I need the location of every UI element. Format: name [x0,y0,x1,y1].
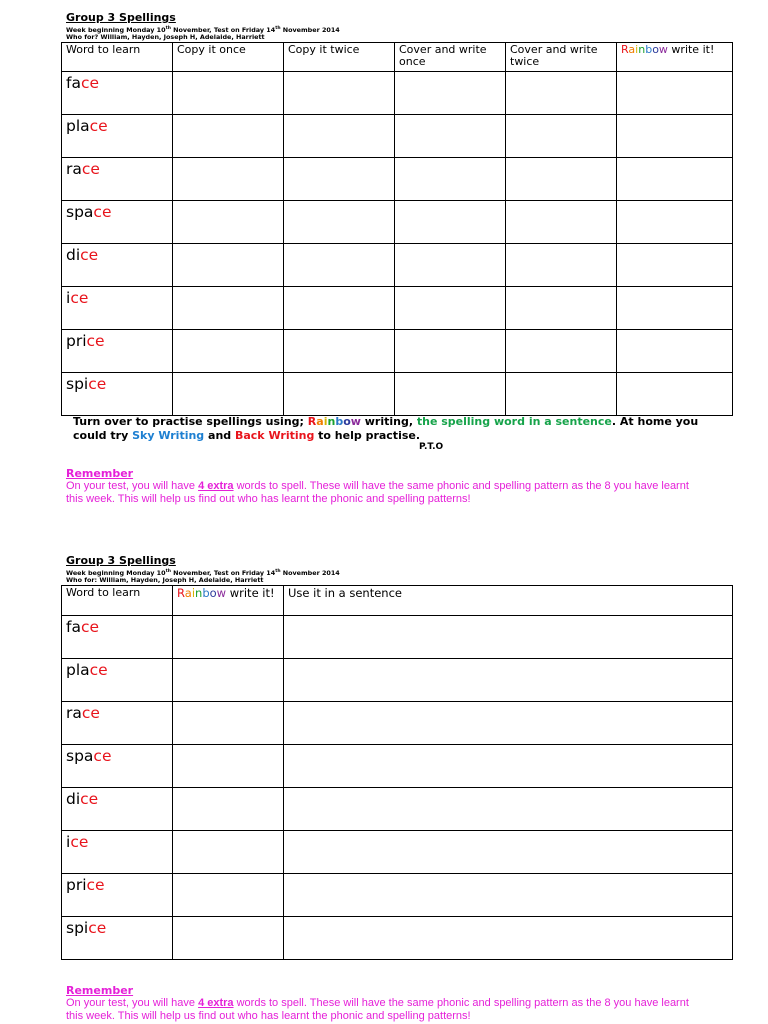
blank-cell [173,158,284,201]
sheet2-week-line: Week beginning Monday 10th November, Test on Friday 14th November 2014 [66,569,340,578]
blank-cell [617,330,733,373]
sheet1-header-row [62,43,733,72]
blank-cell [395,330,506,373]
blank-cell [173,702,284,745]
blank-cell [506,72,617,115]
table-row [62,659,733,702]
header-copy-once: Copy it once [173,43,284,72]
table-row [62,373,733,416]
sheet2-title: Group 3 Spellings [66,554,176,567]
blank-cell [284,287,395,330]
spelling-word: ice [62,831,173,874]
blank-cell [617,287,733,330]
blank-cell [284,244,395,287]
table-row [62,874,733,917]
blank-cell [173,373,284,416]
blank-cell [173,788,284,831]
blank-cell [284,831,733,874]
blank-cell [173,616,284,659]
blank-cell [506,158,617,201]
blank-cell [284,616,733,659]
header-word-to-learn: Word to learn [62,43,173,72]
header-use-in-sentence: Use it in a sentence [284,586,733,616]
blank-cell [617,158,733,201]
pto-label: P.T.O [419,442,444,452]
blank-cell [284,745,733,788]
header-rainbow-write: Rainbow write it! [173,586,284,616]
spelling-word: face [62,616,173,659]
sheet2-remember-title: Remember [66,984,134,997]
blank-cell [395,244,506,287]
blank-cell [617,244,733,287]
spelling-word: spice [62,373,173,416]
blank-cell [506,201,617,244]
blank-cell [173,201,284,244]
sheet1-who-for: Who for? William, Hayden, Joseph H, Adelaide, Harriett [66,33,265,41]
spelling-word: price [62,874,173,917]
blank-cell [173,244,284,287]
blank-cell [506,373,617,416]
practise-instructions: Turn over to practise spellings using; Rainbow writing, the spelling word in a sentence. At home you could try Sky Writing and Back Writing to help practise. [73,415,699,442]
table-row [62,201,733,244]
spelling-word: face [62,72,173,115]
table-row [62,831,733,874]
blank-cell [506,115,617,158]
blank-cell [395,115,506,158]
sheet1-remember-title: Remember [66,467,134,480]
table-row [62,330,733,373]
blank-cell [284,72,395,115]
table-row [62,616,733,659]
sheet2-header-row [62,586,733,616]
spelling-word: dice [62,244,173,287]
table-row [62,158,733,201]
blank-cell [395,373,506,416]
header-word-to-learn: Word to learn [62,586,173,616]
table-row [62,788,733,831]
blank-cell [284,917,733,960]
spelling-word: spice [62,917,173,960]
blank-cell [395,158,506,201]
spelling-word: ice [62,287,173,330]
spelling-word: space [62,201,173,244]
blank-cell [173,745,284,788]
blank-cell [173,659,284,702]
header-cover-write-twice: Cover and write twice [506,43,617,72]
spelling-word: race [62,158,173,201]
blank-cell [506,287,617,330]
blank-cell [284,659,733,702]
table-row [62,745,733,788]
blank-cell [173,831,284,874]
spelling-word: dice [62,788,173,831]
blank-cell [395,287,506,330]
table-row [62,702,733,745]
blank-cell [284,788,733,831]
blank-cell [617,72,733,115]
table-row [62,917,733,960]
blank-cell [173,72,284,115]
blank-cell [617,201,733,244]
sheet2-who-for: Who for: William, Hayden, Joseph H, Adelaide, Harriett [66,576,264,584]
blank-cell [395,201,506,244]
blank-cell [284,874,733,917]
blank-cell [173,874,284,917]
blank-cell [617,373,733,416]
blank-cell [395,72,506,115]
header-rainbow-write: Rainbow write it! [617,43,733,72]
sheet1-remember-text: On your test, you will have 4 extra words to spell. These will have the same phonic and spelling pattern as the 8 you have learnt this week. This will help us find out who has learnt the phonic and spelling patterns! [66,480,689,505]
sheet2-spelling-table [61,585,733,960]
blank-cell [173,917,284,960]
spelling-word: price [62,330,173,373]
blank-cell [284,373,395,416]
header-cover-write-once: Cover and write once [395,43,506,72]
blank-cell [173,287,284,330]
blank-cell [284,330,395,373]
blank-cell [284,702,733,745]
spelling-word: place [62,115,173,158]
sheet1-title: Group 3 Spellings [66,11,176,24]
spelling-word: race [62,702,173,745]
table-row [62,287,733,330]
blank-cell [284,158,395,201]
blank-cell [173,115,284,158]
header-copy-twice: Copy it twice [284,43,395,72]
table-row [62,115,733,158]
blank-cell [284,115,395,158]
blank-cell [173,330,284,373]
sheet1-spelling-table [61,42,733,416]
sheet1-week-line: Week beginning Monday 10th November, Test on Friday 14th November 2014 [66,26,340,35]
blank-cell [506,330,617,373]
spelling-word: place [62,659,173,702]
blank-cell [617,115,733,158]
spelling-word: space [62,745,173,788]
blank-cell [506,244,617,287]
table-row [62,244,733,287]
sheet2-remember-text: On your test, you will have 4 extra words to spell. These will have the same phonic and spelling pattern as the 8 you have learnt this week. This will help us find out who has learnt the phonic and spelling patterns! [66,997,689,1022]
table-row [62,72,733,115]
blank-cell [284,201,395,244]
